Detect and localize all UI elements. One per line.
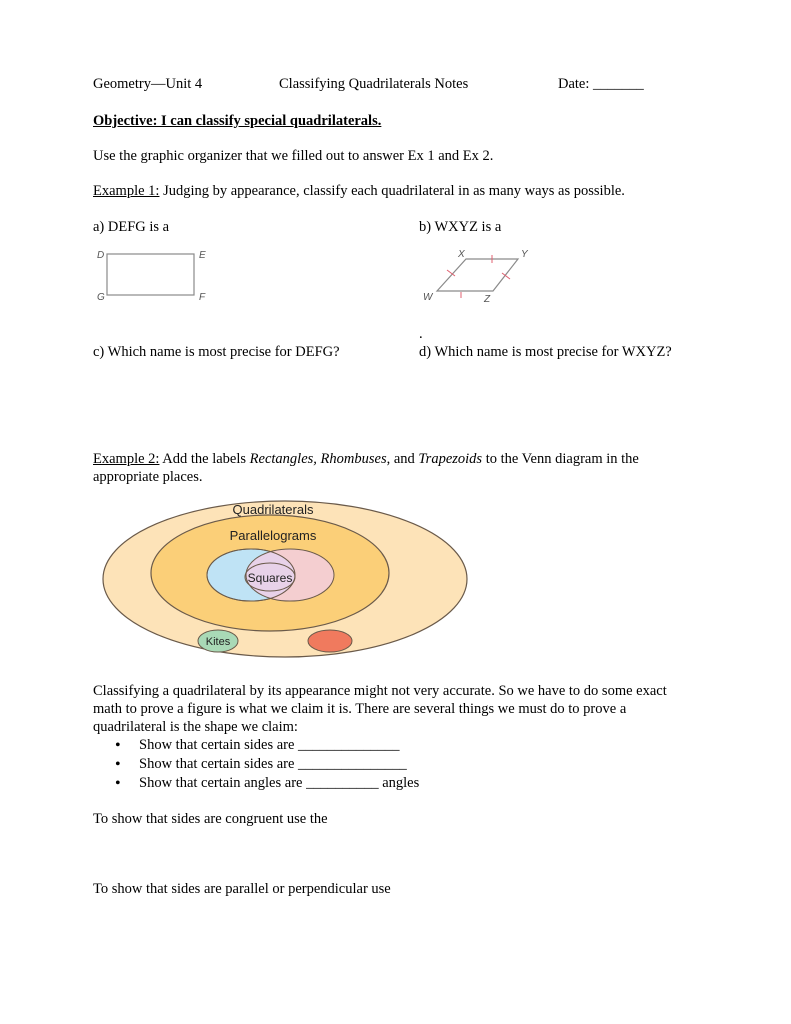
- paragraph-line-1: Classifying a quadrilateral by its appearance might not very accurate. So we have to do some exact: [93, 683, 667, 699]
- question-c: c) Which name is most precise for DEFG?: [93, 344, 340, 360]
- parallelogram-wxyz-figure: [418, 244, 538, 306]
- paragraph-line-2: math to prove a figure is what we claim it is. There are several things we must do to prove a: [93, 701, 627, 717]
- date-field: Date: _______: [558, 76, 644, 92]
- congruent-prompt: To show that sides are congruent use the: [93, 811, 328, 827]
- paragraph-line-3: quadrilateral is the shape we claim:: [93, 719, 298, 735]
- list-item: • Show that certain angles are __________ angles: [93, 774, 419, 793]
- example-2-prompt: Example 2: Add the labels Rectangles, Rhombuses, and Trapezoids to the Venn diagram in the: [93, 451, 639, 467]
- rectangle-shape: [107, 254, 194, 295]
- vertex-f-label: F: [199, 292, 206, 303]
- course-unit: Geometry—Unit 4: [93, 76, 203, 92]
- example-1-prompt: [93, 182, 625, 200]
- question-d: d) Which name is most precise for WXYZ?: [419, 344, 672, 360]
- question-a: a) DEFG is a: [93, 219, 170, 235]
- parallelogram-shape: [437, 259, 518, 291]
- question-b: b) WXYZ is a: [419, 219, 502, 235]
- vertex-d-label: D: [97, 250, 105, 261]
- trapezoids-term: Trapezoids: [418, 451, 483, 467]
- example-1-text: Judging by appearance, classify each quadrilateral in as many ways as possible.: [159, 183, 625, 199]
- kites-label: Kites: [205, 636, 231, 648]
- vertex-x-label: X: [458, 249, 465, 260]
- period-mark: .: [419, 326, 423, 342]
- instruction: Use the graphic organizer that we filled out to answer Ex 1 and Ex 2.: [93, 148, 494, 164]
- example-2-prompt-cont: appropriate places.: [93, 469, 203, 485]
- rectangle-defg-figure: [94, 244, 214, 304]
- vertex-z-label: Z: [484, 294, 491, 305]
- squares-label: Squares: [247, 571, 293, 585]
- vertex-w-label: W: [423, 292, 433, 303]
- page-title: Classifying Quadrilaterals Notes: [279, 76, 469, 92]
- vertex-g-label: G: [97, 292, 105, 303]
- venn-diagram: [100, 495, 475, 663]
- trapezoids-blank-region: [308, 630, 352, 652]
- list-item: • Show that certain sides are _______________: [93, 755, 419, 774]
- list-item: • Show that certain sides are ______________: [93, 736, 419, 755]
- example-2-label: Example 2:: [93, 451, 160, 467]
- proof-steps-list: [93, 736, 419, 793]
- rectangles-rhombuses-term: Rectangles, Rhombuses: [249, 451, 387, 467]
- vertex-e-label: E: [199, 250, 206, 261]
- parallelograms-label: Parallelograms: [229, 528, 317, 543]
- example-1-label: Example 1:: [93, 183, 160, 199]
- parallel-prompt: To show that sides are parallel or perpendicular use: [93, 881, 391, 897]
- quadrilaterals-label: Quadrilaterals: [232, 502, 314, 517]
- objective: Objective: I can classify special quadrilaterals.: [93, 113, 382, 129]
- vertex-y-label: Y: [521, 249, 528, 260]
